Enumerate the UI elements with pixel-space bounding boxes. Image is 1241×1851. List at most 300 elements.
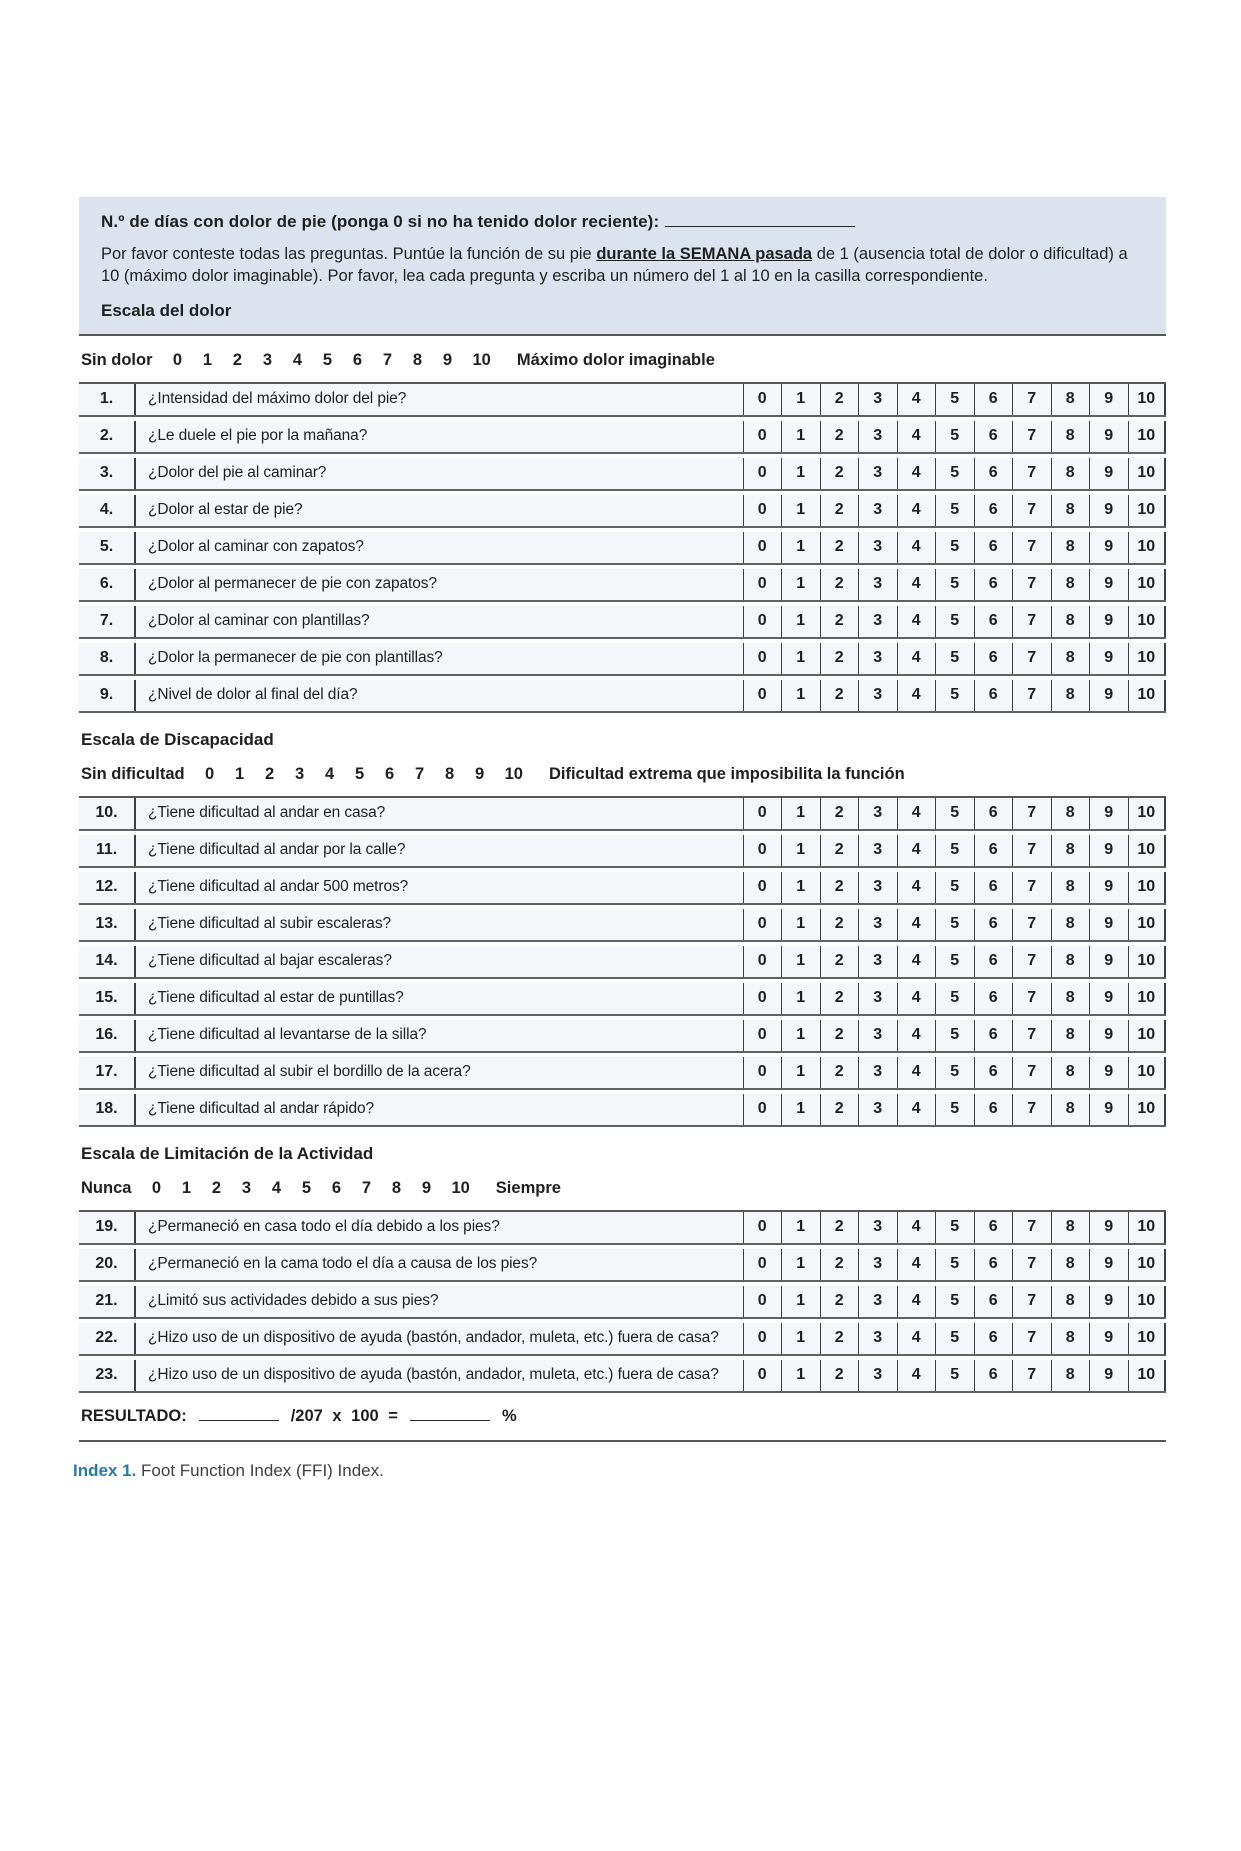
rating-cell: 10	[1128, 680, 1167, 711]
rating-cell: 9	[1089, 1286, 1128, 1317]
rating-cell: 0	[743, 458, 782, 489]
question-row	[79, 1360, 1166, 1393]
rating-cell: 6	[974, 421, 1013, 452]
rating-cell: 4	[897, 1286, 936, 1317]
rating-cell: 7	[1012, 606, 1051, 637]
result-blank-percent	[410, 1406, 490, 1421]
rating-cell: 6	[974, 1094, 1013, 1125]
rating-cell: 1	[781, 983, 820, 1014]
question-row	[79, 1212, 1166, 1245]
rating-cell: 3	[858, 1286, 897, 1317]
rating-cell: 8	[1051, 458, 1090, 489]
rating-cell: 0	[743, 1360, 782, 1391]
rating-cell: 1	[781, 1212, 820, 1243]
rating-cell: 2	[820, 798, 859, 829]
rating-cell: 6	[974, 569, 1013, 600]
caption-text: Foot Function Index (FFI) Index.	[136, 1460, 384, 1480]
rating-cell: 0	[743, 495, 782, 526]
rating-cell: 1	[781, 1020, 820, 1051]
scale-number: 6	[331, 1178, 342, 1197]
result-percent-sign: %	[501, 1406, 517, 1425]
rating-cell: 8	[1051, 384, 1090, 415]
rating-cell: 0	[743, 1212, 782, 1243]
rating-cell: 10	[1128, 606, 1167, 637]
rating-cell: 7	[1012, 384, 1051, 415]
rating-cell: 9	[1089, 983, 1128, 1014]
rating-cell: 3	[858, 680, 897, 711]
rating-cell: 2	[820, 1360, 859, 1391]
rating-cell: 1	[781, 532, 820, 563]
rating-cell: 5	[935, 606, 974, 637]
rating-cell: 7	[1012, 1286, 1051, 1317]
intro-panel	[79, 197, 1166, 334]
rating-cell: 1	[781, 798, 820, 829]
rating-cell: 8	[1051, 798, 1090, 829]
question-row	[79, 872, 1166, 905]
question-number: 23.	[95, 1366, 118, 1384]
rating-cell: 4	[897, 421, 936, 452]
question-number: 10.	[95, 804, 118, 822]
scale-number: 10	[451, 1178, 470, 1197]
question-text: ¿Tiene dificultad al bajar escaleras?	[134, 946, 743, 977]
rating-cell: 9	[1089, 458, 1128, 489]
rating-cell: 3	[858, 1094, 897, 1125]
question-text: ¿Tiene dificultad al subir el bordillo de la acera?	[134, 1057, 743, 1088]
rating-cell: 8	[1051, 1094, 1090, 1125]
rating-cell: 5	[935, 1360, 974, 1391]
section-heading: Escala de Discapacidad	[81, 729, 274, 749]
rating-cell: 9	[1089, 532, 1128, 563]
rating-cell: 3	[858, 1360, 897, 1391]
rating-cell: 1	[781, 872, 820, 903]
rating-cell: 5	[935, 532, 974, 563]
rating-cell: 6	[974, 798, 1013, 829]
rating-cell: 2	[820, 606, 859, 637]
scale-number: 8	[391, 1178, 402, 1197]
rating-cell: 5	[935, 384, 974, 415]
rating-cell: 3	[858, 946, 897, 977]
rating-cell: 4	[897, 606, 936, 637]
rating-cell: 9	[1089, 1020, 1128, 1051]
instructions-emphasis: durante la SEMANA pasada	[596, 245, 813, 263]
rating-cell: 4	[897, 983, 936, 1014]
rating-cell: 2	[820, 643, 859, 674]
question-number: 18.	[95, 1100, 118, 1118]
rating-cell: 9	[1089, 384, 1128, 415]
rating-cell: 1	[781, 1323, 820, 1354]
rating-cell: 0	[743, 909, 782, 940]
question-text: ¿Tiene dificultad al andar por la calle?	[134, 835, 743, 866]
scale-number: 10	[472, 350, 491, 369]
question-row	[79, 983, 1166, 1016]
rating-cell: 3	[858, 643, 897, 674]
rating-cell: 7	[1012, 1094, 1051, 1125]
rating-cell: 3	[858, 1020, 897, 1051]
rating-cell: 10	[1128, 872, 1167, 903]
rating-cell: 7	[1012, 1020, 1051, 1051]
scale-number: 4	[325, 764, 335, 783]
rating-cell: 3	[858, 606, 897, 637]
rating-cell: 1	[781, 569, 820, 600]
rating-cell: 7	[1012, 946, 1051, 977]
rating-cell: 4	[897, 872, 936, 903]
rating-cell: 9	[1089, 569, 1128, 600]
rating-cell: 3	[858, 983, 897, 1014]
rating-cell: 8	[1051, 872, 1090, 903]
rating-cell: 0	[743, 680, 782, 711]
rating-cell: 4	[897, 909, 936, 940]
rating-cell: 4	[897, 569, 936, 600]
rating-cell: 0	[743, 872, 782, 903]
rating-cell: 1	[781, 606, 820, 637]
question-number: 14.	[95, 952, 118, 970]
rating-cell: 4	[897, 1323, 936, 1354]
divider-rule	[79, 334, 1166, 336]
days-with-pain-label: N.º de días con dolor de pie (ponga 0 si no ha tenido dolor reciente):	[101, 212, 660, 231]
scale-number: 6	[352, 350, 363, 369]
question-row	[79, 569, 1166, 602]
scale-number: 7	[415, 764, 425, 783]
rating-cell: 8	[1051, 835, 1090, 866]
rating-cell: 2	[820, 1249, 859, 1280]
rating-cell: 4	[897, 532, 936, 563]
rating-cell: 4	[897, 1057, 936, 1088]
rating-cell: 1	[781, 946, 820, 977]
rating-cell: 8	[1051, 1286, 1090, 1317]
scale-number: 10	[504, 764, 523, 783]
rating-cell: 9	[1089, 1360, 1128, 1391]
rating-cell: 0	[743, 606, 782, 637]
scale-number: 9	[421, 1178, 432, 1197]
rating-cell: 9	[1089, 1323, 1128, 1354]
question-number: 11.	[95, 841, 118, 859]
rating-cell: 6	[974, 495, 1013, 526]
rating-cell: 8	[1051, 1212, 1090, 1243]
rating-cell: 0	[743, 384, 782, 415]
question-row	[79, 1094, 1166, 1127]
rating-cell: 9	[1089, 946, 1128, 977]
rating-cell: 0	[743, 798, 782, 829]
scale-number: 7	[361, 1178, 372, 1197]
question-text: ¿Tiene dificultad al levantarse de la silla?	[134, 1020, 743, 1051]
scale-number: 2	[265, 764, 275, 783]
question-row	[79, 458, 1166, 491]
question-number: 5.	[99, 538, 114, 556]
rating-cell: 1	[781, 1249, 820, 1280]
rating-cell: 2	[820, 946, 859, 977]
rating-cell: 6	[974, 1020, 1013, 1051]
rating-cell: 5	[935, 1286, 974, 1317]
rating-cell: 7	[1012, 1323, 1051, 1354]
result-row	[79, 1393, 1166, 1442]
question-text: ¿Intensidad del máximo dolor del pie?	[134, 384, 743, 415]
rating-cell: 10	[1128, 1360, 1167, 1391]
rating-cell: 6	[974, 1212, 1013, 1243]
rating-cell: 6	[974, 1286, 1013, 1317]
scale-number: 7	[382, 350, 393, 369]
question-number: 13.	[95, 915, 118, 933]
scale-right-label: Siempre	[495, 1178, 561, 1197]
rating-cell: 5	[935, 421, 974, 452]
question-number: 20.	[95, 1255, 118, 1273]
rating-cell: 7	[1012, 569, 1051, 600]
question-text: ¿Dolor del pie al caminar?	[134, 458, 743, 489]
scale-number: 8	[412, 350, 423, 369]
question-number: 17.	[95, 1063, 118, 1081]
scale-number: 9	[442, 350, 453, 369]
question-row	[79, 384, 1166, 417]
rating-cell: 0	[743, 532, 782, 563]
scale-number: 3	[262, 350, 273, 369]
rating-cell: 3	[858, 1212, 897, 1243]
rating-cell: 4	[897, 384, 936, 415]
question-text: ¿Dolor al caminar con plantillas?	[134, 606, 743, 637]
question-row	[79, 495, 1166, 528]
rating-cell: 6	[974, 606, 1013, 637]
question-number: 9.	[99, 686, 114, 704]
question-text: ¿Dolor la permanecer de pie con plantillas?	[134, 643, 743, 674]
rating-cell: 7	[1012, 983, 1051, 1014]
rating-cell: 7	[1012, 1360, 1051, 1391]
rating-cell: 5	[935, 1212, 974, 1243]
rating-cell: 9	[1089, 495, 1128, 526]
rating-cell: 5	[935, 680, 974, 711]
rating-cell: 8	[1051, 569, 1090, 600]
rating-cell: 6	[974, 1249, 1013, 1280]
question-text: ¿Hizo uso de un dispositivo de ayuda (bastón, andador, muleta, etc.) fuera de casa?	[134, 1323, 743, 1354]
rating-cell: 9	[1089, 1057, 1128, 1088]
question-row	[79, 643, 1166, 676]
rating-cell: 3	[858, 569, 897, 600]
rating-cell: 10	[1128, 1323, 1167, 1354]
scale-number: 1	[235, 764, 245, 783]
rating-cell: 10	[1128, 1212, 1167, 1243]
rating-cell: 6	[974, 946, 1013, 977]
scale-number: 6	[385, 764, 395, 783]
question-number: 15.	[95, 989, 118, 1007]
rating-cell: 5	[935, 835, 974, 866]
rating-cell: 7	[1012, 680, 1051, 711]
rating-cell: 0	[743, 421, 782, 452]
rating-cell: 5	[935, 872, 974, 903]
rating-cell: 6	[974, 1323, 1013, 1354]
rating-cell: 4	[897, 495, 936, 526]
rating-cell: 4	[897, 1249, 936, 1280]
rating-cell: 1	[781, 495, 820, 526]
result-formula: /207 x 100 =	[290, 1406, 398, 1425]
scale-legend	[81, 351, 1166, 370]
scale-number: 5	[301, 1178, 312, 1197]
scale-number: 4	[292, 350, 303, 369]
rating-cell: 2	[820, 458, 859, 489]
rating-cell: 3	[858, 384, 897, 415]
rating-cell: 10	[1128, 569, 1167, 600]
scale-number: 0	[172, 350, 183, 369]
rating-cell: 5	[935, 983, 974, 1014]
rating-cell: 1	[781, 1057, 820, 1088]
rating-cell: 10	[1128, 1057, 1167, 1088]
question-text: ¿Tiene dificultad al andar 500 metros?	[134, 872, 743, 903]
section-heading: Escala de Limitación de la Actividad	[81, 1143, 374, 1163]
fill-in-blank	[665, 212, 855, 227]
page-content	[73, 197, 1166, 1481]
rating-cell: 1	[781, 384, 820, 415]
questions-table-2	[79, 1210, 1166, 1393]
rating-cell: 1	[781, 1286, 820, 1317]
question-number: 8.	[99, 649, 114, 667]
rating-cell: 3	[858, 495, 897, 526]
rating-cell: 10	[1128, 1286, 1167, 1317]
question-text: ¿Le duele el pie por la mañana?	[134, 421, 743, 452]
question-text: ¿Limitó sus actividades debido a sus pies?	[134, 1286, 743, 1317]
instructions-before: Por favor conteste todas las preguntas. Puntúe la función de su pie	[101, 245, 597, 263]
question-text: ¿Nivel de dolor al final del día?	[134, 680, 743, 711]
rating-cell: 3	[858, 835, 897, 866]
rating-cell: 2	[820, 680, 859, 711]
caption-label: Index 1.	[73, 1460, 137, 1480]
rating-cell: 1	[781, 1094, 820, 1125]
rating-cell: 0	[743, 1094, 782, 1125]
rating-cell: 4	[897, 1094, 936, 1125]
rating-cell: 6	[974, 1360, 1013, 1391]
question-text: ¿Permaneció en casa todo el día debido a los pies?	[134, 1212, 743, 1243]
rating-cell: 2	[820, 384, 859, 415]
rating-cell: 9	[1089, 798, 1128, 829]
rating-cell: 4	[897, 680, 936, 711]
scale-left-label: Sin dolor	[81, 350, 153, 369]
rating-cell: 10	[1128, 983, 1167, 1014]
scale-number: 9	[475, 764, 485, 783]
rating-cell: 5	[935, 1094, 974, 1125]
rating-cell: 0	[743, 1286, 782, 1317]
sections	[79, 351, 1166, 1393]
question-number: 12.	[95, 878, 118, 896]
rating-cell: 5	[935, 458, 974, 489]
rating-cell: 10	[1128, 798, 1167, 829]
question-row	[79, 798, 1166, 831]
question-text: ¿Tiene dificultad al andar rápido?	[134, 1094, 743, 1125]
scale-right-label: Dificultad extrema que imposibilita la función	[548, 764, 905, 783]
scale-legend	[81, 1179, 1166, 1198]
rating-cell: 3	[858, 798, 897, 829]
rating-cell: 10	[1128, 835, 1167, 866]
rating-cell: 5	[935, 495, 974, 526]
rating-cell: 10	[1128, 1020, 1167, 1051]
rating-cell: 8	[1051, 1020, 1090, 1051]
rating-cell: 2	[820, 835, 859, 866]
question-number: 6.	[99, 575, 114, 593]
rating-cell: 8	[1051, 495, 1090, 526]
rating-cell: 8	[1051, 1057, 1090, 1088]
scale-number: 4	[271, 1178, 282, 1197]
rating-cell: 10	[1128, 384, 1167, 415]
rating-cell: 8	[1051, 1323, 1090, 1354]
rating-cell: 6	[974, 384, 1013, 415]
question-row	[79, 680, 1166, 713]
question-row	[79, 1249, 1166, 1282]
rating-cell: 10	[1128, 909, 1167, 940]
rating-cell: 8	[1051, 1249, 1090, 1280]
rating-cell: 9	[1089, 680, 1128, 711]
question-number: 4.	[99, 501, 114, 519]
question-number: 21.	[95, 1292, 118, 1310]
rating-cell: 7	[1012, 458, 1051, 489]
rating-cell: 2	[820, 421, 859, 452]
rating-cell: 2	[820, 532, 859, 563]
rating-cell: 6	[974, 458, 1013, 489]
question-text: ¿Dolor al estar de pie?	[134, 495, 743, 526]
rating-cell: 0	[743, 643, 782, 674]
question-number: 1.	[99, 390, 114, 408]
scale-number: 3	[241, 1178, 252, 1197]
rating-cell: 8	[1051, 680, 1090, 711]
rating-cell: 6	[974, 872, 1013, 903]
question-row	[79, 532, 1166, 565]
rating-cell: 2	[820, 1286, 859, 1317]
scale-legend	[81, 765, 1166, 784]
rating-cell: 7	[1012, 909, 1051, 940]
rating-cell: 10	[1128, 643, 1167, 674]
rating-cell: 2	[820, 1057, 859, 1088]
rating-cell: 2	[820, 569, 859, 600]
rating-cell: 5	[935, 569, 974, 600]
scale-number: 3	[295, 764, 305, 783]
rating-cell: 9	[1089, 1249, 1128, 1280]
rating-cell: 2	[820, 872, 859, 903]
rating-cell: 5	[935, 946, 974, 977]
rating-cell: 0	[743, 983, 782, 1014]
rating-cell: 9	[1089, 643, 1128, 674]
rating-cell: 0	[743, 1057, 782, 1088]
days-with-pain-prompt	[101, 212, 1144, 232]
rating-cell: 3	[858, 532, 897, 563]
question-row	[79, 1323, 1166, 1356]
rating-cell: 7	[1012, 1212, 1051, 1243]
rating-cell: 8	[1051, 532, 1090, 563]
scale-number: 0	[205, 764, 215, 783]
rating-cell: 5	[935, 909, 974, 940]
question-text: ¿Hizo uso de un dispositivo de ayuda (bastón, andador, muleta, etc.) fuera de casa?	[134, 1360, 743, 1391]
question-text: ¿Tiene dificultad al subir escaleras?	[134, 909, 743, 940]
rating-cell: 7	[1012, 798, 1051, 829]
rating-cell: 7	[1012, 872, 1051, 903]
rating-cell: 7	[1012, 1249, 1051, 1280]
scale-right-label: Máximo dolor imaginable	[516, 350, 715, 369]
scale-left-label: Sin dificultad	[81, 764, 185, 783]
scale-number: 5	[322, 350, 333, 369]
rating-cell: 7	[1012, 532, 1051, 563]
rating-cell: 10	[1128, 946, 1167, 977]
rating-cell: 8	[1051, 421, 1090, 452]
rating-cell: 4	[897, 458, 936, 489]
question-text: ¿Tiene dificultad al andar en casa?	[134, 798, 743, 829]
rating-cell: 9	[1089, 1212, 1128, 1243]
rating-cell: 2	[820, 983, 859, 1014]
rating-cell: 6	[974, 532, 1013, 563]
rating-cell: 2	[820, 1020, 859, 1051]
rating-cell: 10	[1128, 1094, 1167, 1125]
question-number: 7.	[99, 612, 114, 630]
rating-cell: 1	[781, 643, 820, 674]
instructions-after: de 1 (ausencia total de dolor o dificultad) a 10 (máximo dolor imaginable). Por favor, lea cada pregunta y escriba un número del 1 al 10 en la casilla correspondiente.	[101, 245, 1128, 285]
question-row	[79, 606, 1166, 639]
rating-cell: 4	[897, 798, 936, 829]
question-row	[79, 1286, 1166, 1319]
question-row	[79, 421, 1166, 454]
rating-cell: 4	[897, 946, 936, 977]
rating-cell: 7	[1012, 495, 1051, 526]
rating-cell: 3	[858, 458, 897, 489]
